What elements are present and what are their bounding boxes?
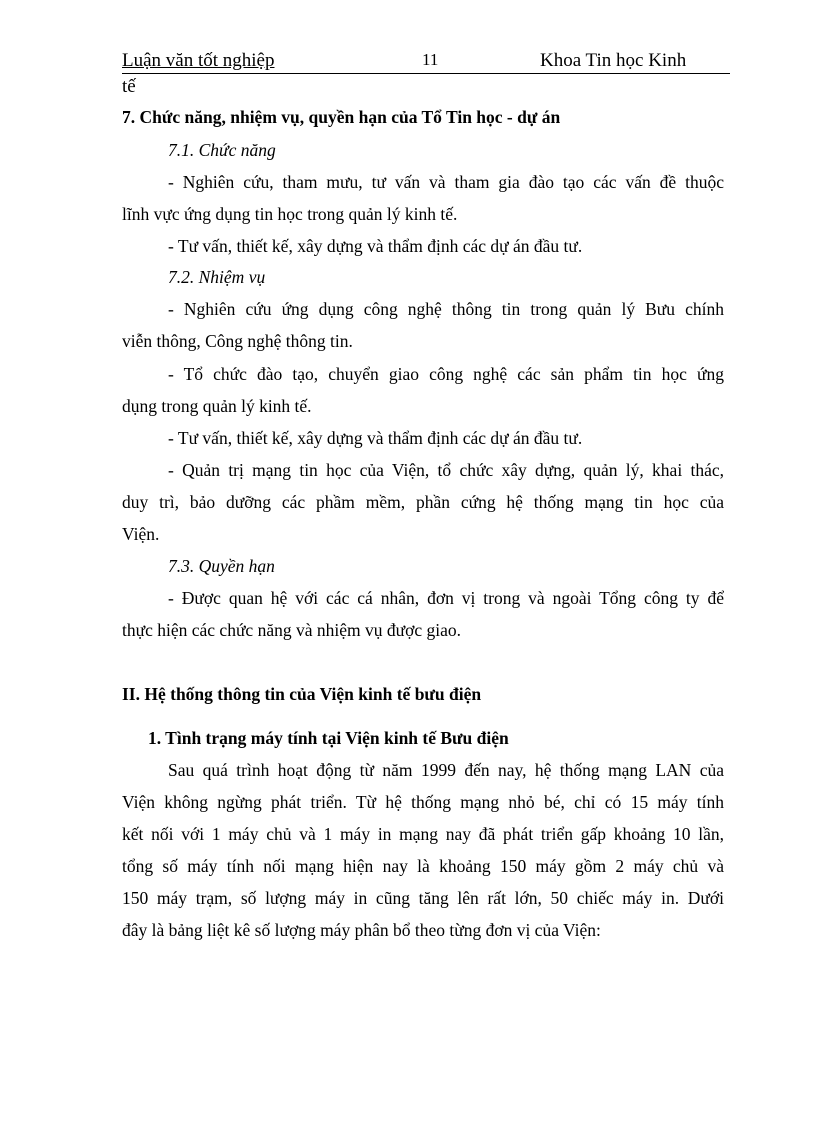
header-rule [122,73,730,74]
header-thesis-title: Luận văn tốt nghiệp [122,50,275,71]
section-7-3-title: 7.3. Quyền hạn [168,556,275,576]
page-header [122,50,730,74]
paragraph-line: tổng số máy tính nối mạng hiện nay là khoảng 150 máy gồm 2 máy chủ và [122,856,724,876]
section-7-1-title: 7.1. Chức năng [168,140,276,160]
paragraph-line: duy trì, bảo dưỡng các phầm mềm, phần cứng hệ thống mạng tin học của [122,492,724,512]
paragraph-line: Viện không ngừng phát triển. Từ hệ thống mạng nhỏ bé, chỉ có 15 máy tính [122,792,724,812]
section-7-2-title: 7.2. Nhiệm vụ [168,267,266,287]
paragraph-line: - Được quan hệ với các cá nhân, đơn vị trong và ngoài Tổng công ty để [168,588,724,608]
paragraph-line: Viện. [122,524,160,544]
paragraph-line: Sau quá trình hoạt động từ năm 1999 đến nay, hệ thống mạng LAN của [168,760,724,780]
paragraph-line: dụng trong quản lý kinh tế. [122,396,312,416]
header-faculty: Khoa Tin học Kinh [540,50,687,71]
paragraph-line: - Quản trị mạng tin học của Viện, tổ chức xây dựng, quản lý, khai thác, [168,460,724,480]
paragraph-line: - Tư vấn, thiết kế, xây dựng và thẩm định các dự án đầu tư. [168,236,583,256]
subsection-1-heading: 1. Tình trạng máy tính tại Viện kinh tế Bưu điện [148,728,509,748]
paragraph-line: kết nối với 1 máy chủ và 1 máy in mạng nay đã phát triển gấp khoảng 10 lần, [122,824,724,844]
page-number: 11 [422,50,439,69]
section-II-heading: II. Hệ thống thông tin của Viện kinh tế bưu điện [122,684,482,704]
header-faculty-wrap: tế [122,76,136,97]
section-7-heading: 7. Chức năng, nhiệm vụ, quyền hạn của Tổ Tin học - dự án [122,107,561,127]
paragraph-line: 150 máy trạm, số lượng máy in cũng tăng lên rất lớn, 50 chiếc máy in. Dưới [122,888,724,908]
paragraph-line: lĩnh vực ứng dụng tin học trong quản lý kinh tế. [122,204,458,224]
paragraph-line: - Nghiên cứu, tham mưu, tư vấn và tham gia đào tạo các vấn đề thuộc [168,172,724,192]
paragraph-line: - Tổ chức đào tạo, chuyển giao công nghệ các sản phẩm tin học ứng [168,364,724,384]
paragraph-line: đây là bảng liệt kê số lượng máy phân bổ theo từng đơn vị của Viện: [122,920,601,940]
paragraph-line: viễn thông, Công nghệ thông tin. [122,331,353,351]
paragraph-line: - Tư vấn, thiết kế, xây dựng và thẩm định các dự án đầu tư. [168,428,583,448]
paragraph-line: thực hiện các chức năng và nhiệm vụ được giao. [122,620,461,640]
paragraph-line: - Nghiên cứu ứng dụng công nghệ thông tin trong quản lý Bưu chính [168,299,724,319]
